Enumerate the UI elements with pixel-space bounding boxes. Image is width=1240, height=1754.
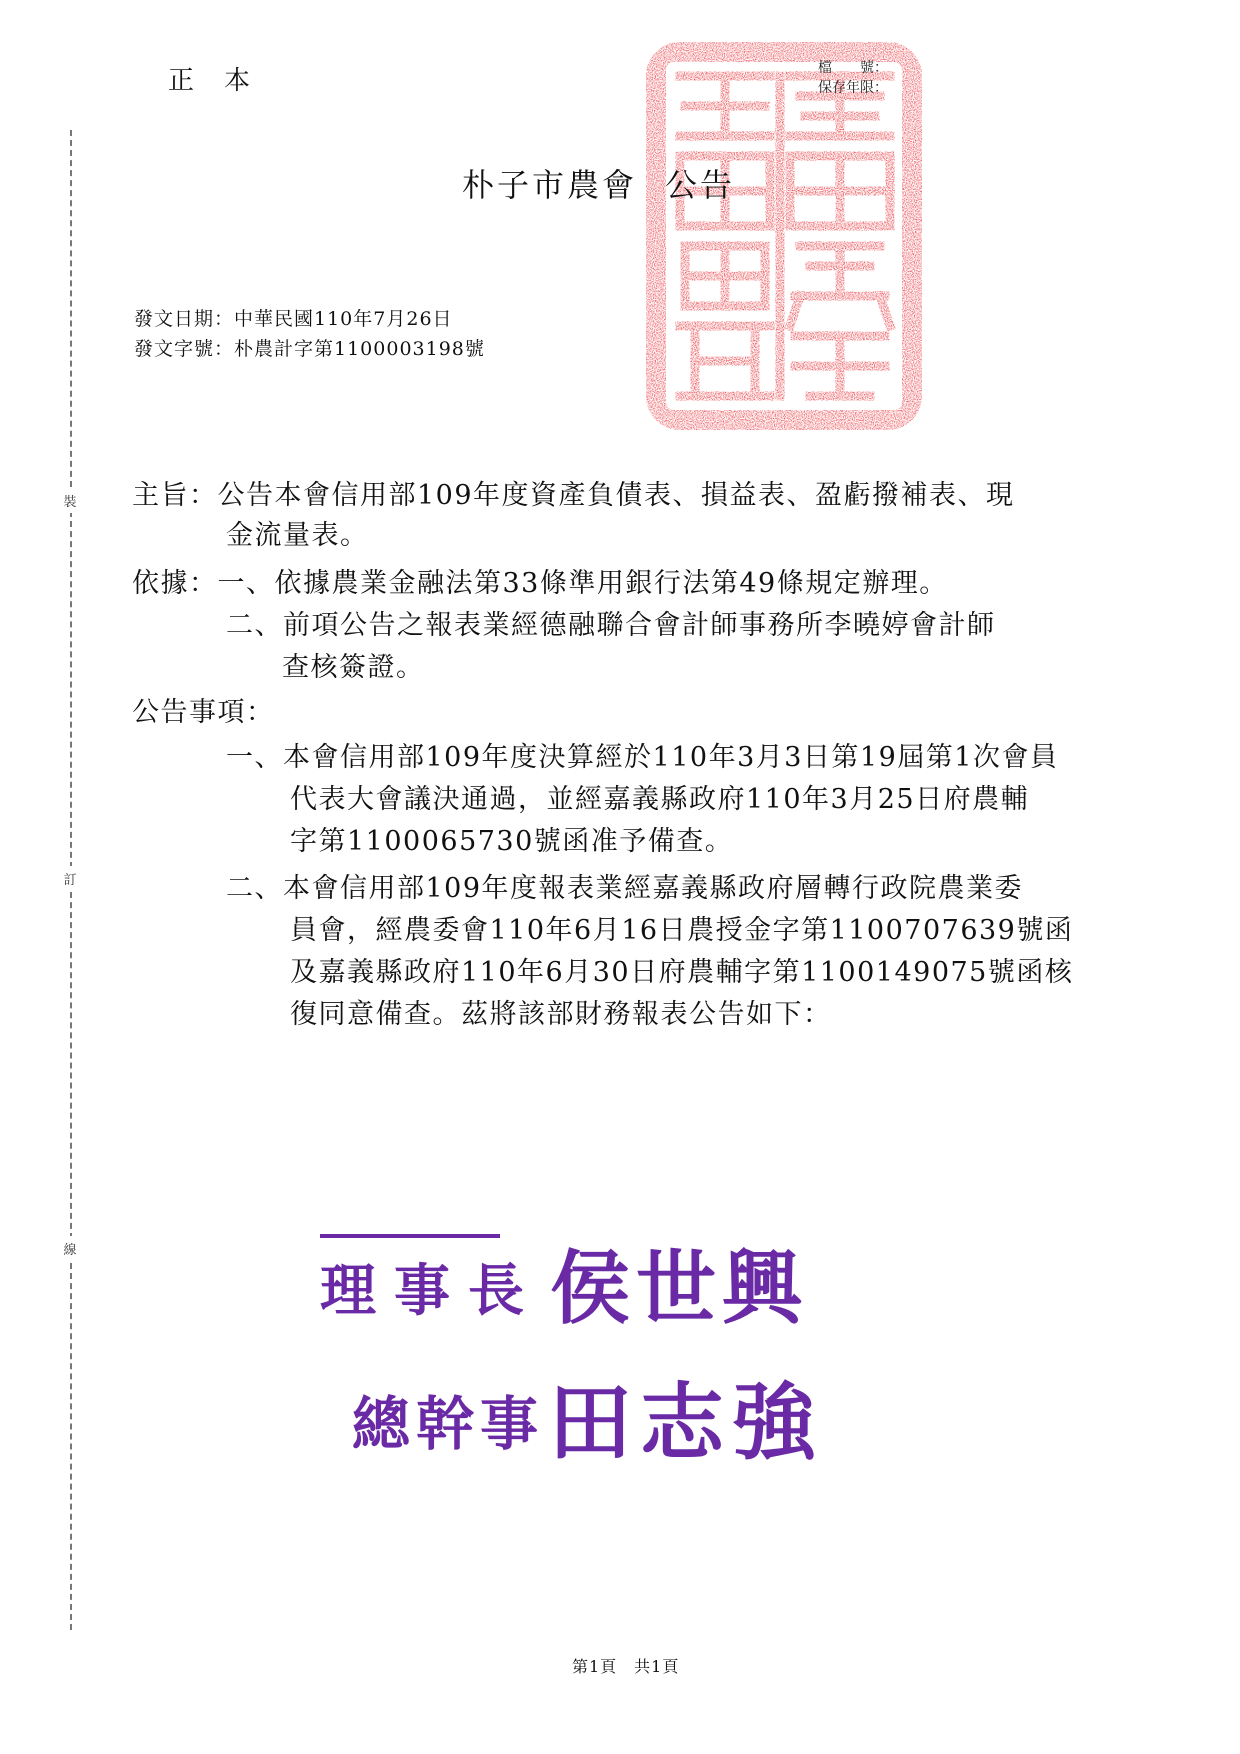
svg-text:田志強: 田志強	[548, 1373, 825, 1470]
notice-item-number: 一、	[226, 742, 283, 773]
subject-line-1	[132, 473, 1132, 512]
notice-item-text: 本會信用部109年度報表業經嘉義縣政府層轉行政院農業委	[283, 873, 1024, 904]
general-manager-signature-stamp	[352, 1360, 852, 1470]
notice-item-2-cont: 復同意備查。茲將該部財務報表公告如下：	[290, 999, 832, 1030]
issue-date: 發文日期：中華民國110年7月26日	[134, 308, 453, 330]
notice-item-2-cont: 及嘉義縣政府110年6月30日府農輔字第1100149075號函核	[290, 957, 1074, 988]
basis-item-number: 二、	[226, 610, 283, 641]
page-indicator: 第1頁 共1頁	[572, 1657, 680, 1676]
basis-item-2	[226, 603, 1226, 642]
basis-item-1	[132, 561, 1132, 600]
binding-mark: 訂	[58, 866, 82, 891]
basis-item-text: 前項公告之報表業經德融聯合會計師事務所李曉婷會計師	[283, 610, 996, 641]
chairman-signature-stamp	[320, 1224, 820, 1334]
binding-mark: 裝	[58, 488, 82, 513]
notice-item-text: 本會信用部109年度決算經於110年3月3日第19屆第1次會員	[283, 742, 1059, 773]
retention-period-label: 保存年限：	[818, 80, 888, 96]
binding-mark: 線	[58, 1236, 82, 1261]
document-type: 公告	[665, 166, 736, 204]
svg-text:侯世興: 侯世興	[550, 1241, 808, 1334]
copy-label: 正本	[168, 66, 281, 96]
subject-text: 公告本會信用部109年度資產負債表、損益表、盈虧撥補表、現	[217, 480, 1015, 511]
notice-item-1-cont: 代表大會議決通過，並經嘉義縣政府110年3月25日府農輔	[290, 784, 1030, 815]
archive-number-label: 檔 號：	[818, 60, 888, 76]
archive-info	[818, 58, 888, 98]
basis-item-2-cont: 查核簽證。	[282, 652, 425, 683]
issuer-name: 朴子市農會	[462, 166, 638, 204]
svg-text:理事長: 理事長	[320, 1258, 542, 1324]
subject-line-2: 金流量表。	[226, 520, 369, 551]
basis-item-text: 依據農業金融法第33條準用銀行法第49條規定辦理。	[274, 568, 948, 599]
notice-item-1	[226, 735, 1226, 774]
svg-text:總幹事: 總幹事	[352, 1390, 545, 1458]
basis-label: 依據：	[132, 568, 218, 599]
notice-item-2	[226, 866, 1226, 905]
document-title	[462, 160, 735, 206]
notice-label: 公告事項：	[132, 697, 275, 728]
reference-number: 發文字號：朴農計字第1100003198號	[134, 338, 485, 360]
notice-item-1-cont: 字第1100065730號函准予備查。	[290, 826, 734, 857]
subject-label: 主旨：	[132, 480, 218, 511]
notice-item-number: 二、	[226, 873, 283, 904]
basis-item-number: 一、	[217, 568, 275, 599]
notice-item-2-cont: 員會，經農委會110年6月16日農授金字第1100707639號函	[290, 915, 1074, 946]
